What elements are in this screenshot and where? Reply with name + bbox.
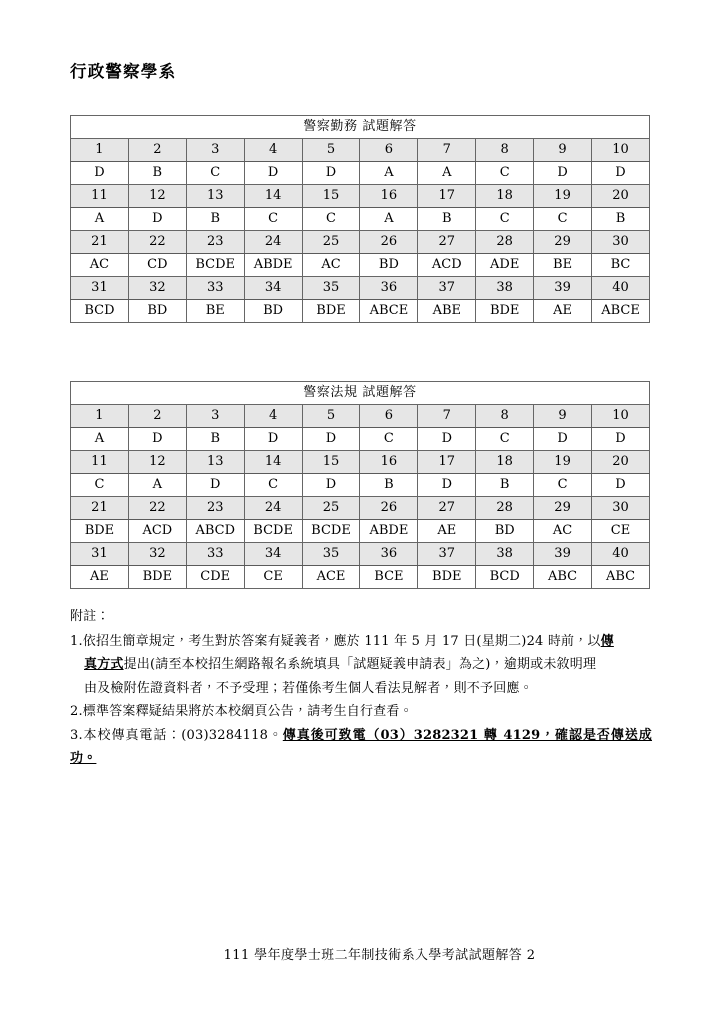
answer-cell: B [592,208,650,231]
answer-cell: ABDE [244,254,302,277]
answer-cell: D [534,428,592,451]
answer-row [71,566,650,589]
question-number-cell: 6 [360,139,418,162]
answer-cell: ACD [418,254,476,277]
question-number-row [71,405,650,428]
answer-cell: AC [71,254,129,277]
answer-cell: AC [302,254,360,277]
answer-cell: A [71,208,129,231]
answer-cell: BE [534,254,592,277]
question-number-row [71,185,650,208]
question-number-cell: 30 [592,231,650,254]
answer-cell: C [244,474,302,497]
answer-cell: ADE [476,254,534,277]
question-number-cell: 27 [418,231,476,254]
note-3-emphasis: 傳真後可致電（03）3282321 轉 4129，確認是否傳送成功。 [70,727,653,766]
answer-cell: BCDE [186,254,244,277]
answer-cell: D [418,474,476,497]
answer-cell: D [302,428,360,451]
note-3-text-part-1: 3.本校傳真電話：(03)3284118。 [70,727,283,743]
question-number-cell: 10 [592,405,650,428]
note-1-text-part-1: 1.依招生簡章規定，考生對於答案有疑義者，應於 111 年 5 月 17 日(星期二)24 時前，以 [70,633,601,649]
answer-cell: ABCE [592,300,650,323]
answer-cell: C [534,474,592,497]
question-number-cell: 10 [592,139,650,162]
answer-cell: AC [534,520,592,543]
answer-cell: A [360,208,418,231]
question-number-cell: 5 [302,405,360,428]
question-number-cell: 33 [186,277,244,300]
question-number-cell: 22 [128,231,186,254]
answer-cell: CE [244,566,302,589]
answer-cell: ABCE [360,300,418,323]
question-number-row [71,139,650,162]
page-footer: 111 學年度學士班二年制技術系入學考試試題解答 2 [223,948,536,963]
answer-row [71,254,650,277]
question-number-cell: 23 [186,231,244,254]
page-title: 行政警察學系 [70,62,177,81]
question-number-cell: 26 [360,497,418,520]
subject-row [71,382,650,405]
answer-cell: ABC [534,566,592,589]
answer-cell: C [302,208,360,231]
answer-cell: D [128,428,186,451]
answer-cell: ABC [592,566,650,589]
question-number-cell: 36 [360,543,418,566]
question-number-cell: 4 [244,405,302,428]
question-number-cell: 39 [534,543,592,566]
answer-cell: ABCD [186,520,244,543]
answer-cell: D [418,428,476,451]
question-number-cell: 39 [534,277,592,300]
answer-cell: ABE [418,300,476,323]
answer-table-police-law [70,381,650,589]
answer-table [70,381,650,589]
question-number-row [71,497,650,520]
question-number-cell: 34 [244,543,302,566]
answer-cell: BCE [360,566,418,589]
question-number-cell: 38 [476,543,534,566]
question-number-cell: 18 [476,185,534,208]
answer-cell: CD [128,254,186,277]
question-number-cell: 15 [302,451,360,474]
answer-cell: D [302,474,360,497]
answer-cell: B [186,208,244,231]
question-number-cell: 12 [128,185,186,208]
question-number-cell: 11 [71,451,129,474]
answer-cell: B [186,428,244,451]
question-number-row [71,451,650,474]
question-number-cell: 21 [71,497,129,520]
question-number-cell: 25 [302,231,360,254]
question-number-cell: 3 [186,139,244,162]
question-number-cell: 2 [128,139,186,162]
question-number-cell: 33 [186,543,244,566]
question-number-cell: 24 [244,231,302,254]
question-number-cell: 18 [476,451,534,474]
question-number-cell: 1 [71,139,129,162]
answer-cell: C [71,474,129,497]
answer-cell: C [476,428,534,451]
question-number-cell: 25 [302,497,360,520]
question-number-cell: 16 [360,451,418,474]
answer-cell: BDE [71,520,129,543]
question-number-cell: 31 [71,277,129,300]
question-number-cell: 16 [360,185,418,208]
answer-cell: D [71,162,129,185]
answer-cell: C [534,208,592,231]
question-number-cell: 23 [186,497,244,520]
answer-cell: B [360,474,418,497]
answer-cell: BD [244,300,302,323]
answer-cell: CDE [186,566,244,589]
answer-cell: BDE [476,300,534,323]
question-number-cell: 31 [71,543,129,566]
answer-cell: C [360,428,418,451]
question-number-cell: 8 [476,139,534,162]
question-number-cell: 19 [534,185,592,208]
answer-cell: A [418,162,476,185]
question-number-cell: 9 [534,405,592,428]
note-1-emphasis-1: 傳 [600,633,614,649]
question-number-cell: 28 [476,231,534,254]
question-number-cell: 5 [302,139,360,162]
answer-cell: CE [592,520,650,543]
question-number-cell: 22 [128,497,186,520]
answer-table [70,115,650,323]
question-number-cell: 19 [534,451,592,474]
note-item-3 [70,724,652,771]
note-1-text-part-2: 提出(請至本校招生網路報名系統填具「試題疑義申請表」為之)，逾期或未敘明理 [123,657,597,672]
question-number-cell: 40 [592,277,650,300]
question-number-cell: 3 [186,405,244,428]
answer-cell: BCDE [244,520,302,543]
question-number-cell: 15 [302,185,360,208]
answer-row [71,300,650,323]
answer-cell: A [71,428,129,451]
answer-cell: D [244,162,302,185]
question-number-cell: 40 [592,543,650,566]
question-number-cell: 1 [71,405,129,428]
answer-cell: D [128,208,186,231]
answer-cell: BCDE [302,520,360,543]
question-number-cell: 37 [418,277,476,300]
question-number-cell: 29 [534,497,592,520]
answer-cell: BCD [476,566,534,589]
subject-label: 警察法規 試題解答 [71,382,650,405]
answer-cell: BD [128,300,186,323]
question-number-cell: 36 [360,277,418,300]
question-number-row [71,543,650,566]
answer-cell: D [244,428,302,451]
question-number-cell: 29 [534,231,592,254]
note-item-1 [70,630,652,701]
question-number-cell: 2 [128,405,186,428]
answer-cell: BDE [128,566,186,589]
question-number-cell: 17 [418,185,476,208]
question-number-cell: 8 [476,405,534,428]
answer-cell: ABDE [360,520,418,543]
answer-cell: BD [360,254,418,277]
question-number-cell: 27 [418,497,476,520]
answer-row [71,208,650,231]
question-number-cell: 35 [302,277,360,300]
answer-table-police-duty [70,115,650,323]
question-number-cell: 38 [476,277,534,300]
note-1-line-3: 由及檢附佐證資料者，不予受理；若僅係考生個人看法見解者，則不予回應。 [84,680,533,696]
question-number-cell: 11 [71,185,129,208]
answer-cell: D [592,474,650,497]
answer-cell: BDE [418,566,476,589]
question-number-cell: 7 [418,405,476,428]
question-number-cell: 34 [244,277,302,300]
answer-cell: BCD [71,300,129,323]
answer-cell: C [476,208,534,231]
question-number-row [71,277,650,300]
question-number-cell: 32 [128,543,186,566]
answer-row [71,428,650,451]
answer-row [71,474,650,497]
question-number-cell: 24 [244,497,302,520]
question-number-cell: 28 [476,497,534,520]
question-number-cell: 37 [418,543,476,566]
question-number-cell: 6 [360,405,418,428]
question-number-cell: 17 [418,451,476,474]
subject-row [71,116,650,139]
question-number-row [71,231,650,254]
notes-title: 附註： [70,609,110,624]
note-1-emphasis-2: 真方式 [84,657,124,672]
answer-cell: ACD [128,520,186,543]
answer-cell: AE [418,520,476,543]
question-number-cell: 20 [592,451,650,474]
answer-cell: B [418,208,476,231]
answer-row [71,520,650,543]
answer-cell: B [128,162,186,185]
question-number-cell: 13 [186,451,244,474]
answer-cell: ACE [302,566,360,589]
question-number-cell: 20 [592,185,650,208]
answer-cell: BDE [302,300,360,323]
question-number-cell: 30 [592,497,650,520]
answer-cell: BC [592,254,650,277]
answer-cell: D [592,162,650,185]
answer-cell: A [360,162,418,185]
note-item-2: 2.標準答案釋疑結果將於本校網頁公告，請考生自行查看。 [70,704,413,719]
question-number-cell: 14 [244,185,302,208]
question-number-cell: 32 [128,277,186,300]
answer-cell: A [128,474,186,497]
answer-cell: B [476,474,534,497]
answer-cell: D [592,428,650,451]
subject-label: 警察勤務 試題解答 [71,116,650,139]
question-number-cell: 4 [244,139,302,162]
answer-cell: C [186,162,244,185]
question-number-cell: 9 [534,139,592,162]
answer-cell: BD [476,520,534,543]
answer-cell: D [302,162,360,185]
note-1-line-2 [70,653,652,677]
question-number-cell: 13 [186,185,244,208]
answer-cell: AE [534,300,592,323]
question-number-cell: 14 [244,451,302,474]
answer-cell: D [534,162,592,185]
answer-cell: C [244,208,302,231]
answer-cell: D [186,474,244,497]
notes-section [70,605,652,771]
question-number-cell: 35 [302,543,360,566]
answer-row [71,162,650,185]
question-number-cell: 7 [418,139,476,162]
question-number-cell: 12 [128,451,186,474]
answer-cell: C [476,162,534,185]
question-number-cell: 26 [360,231,418,254]
answer-cell: AE [71,566,129,589]
question-number-cell: 21 [71,231,129,254]
answer-cell: BE [186,300,244,323]
